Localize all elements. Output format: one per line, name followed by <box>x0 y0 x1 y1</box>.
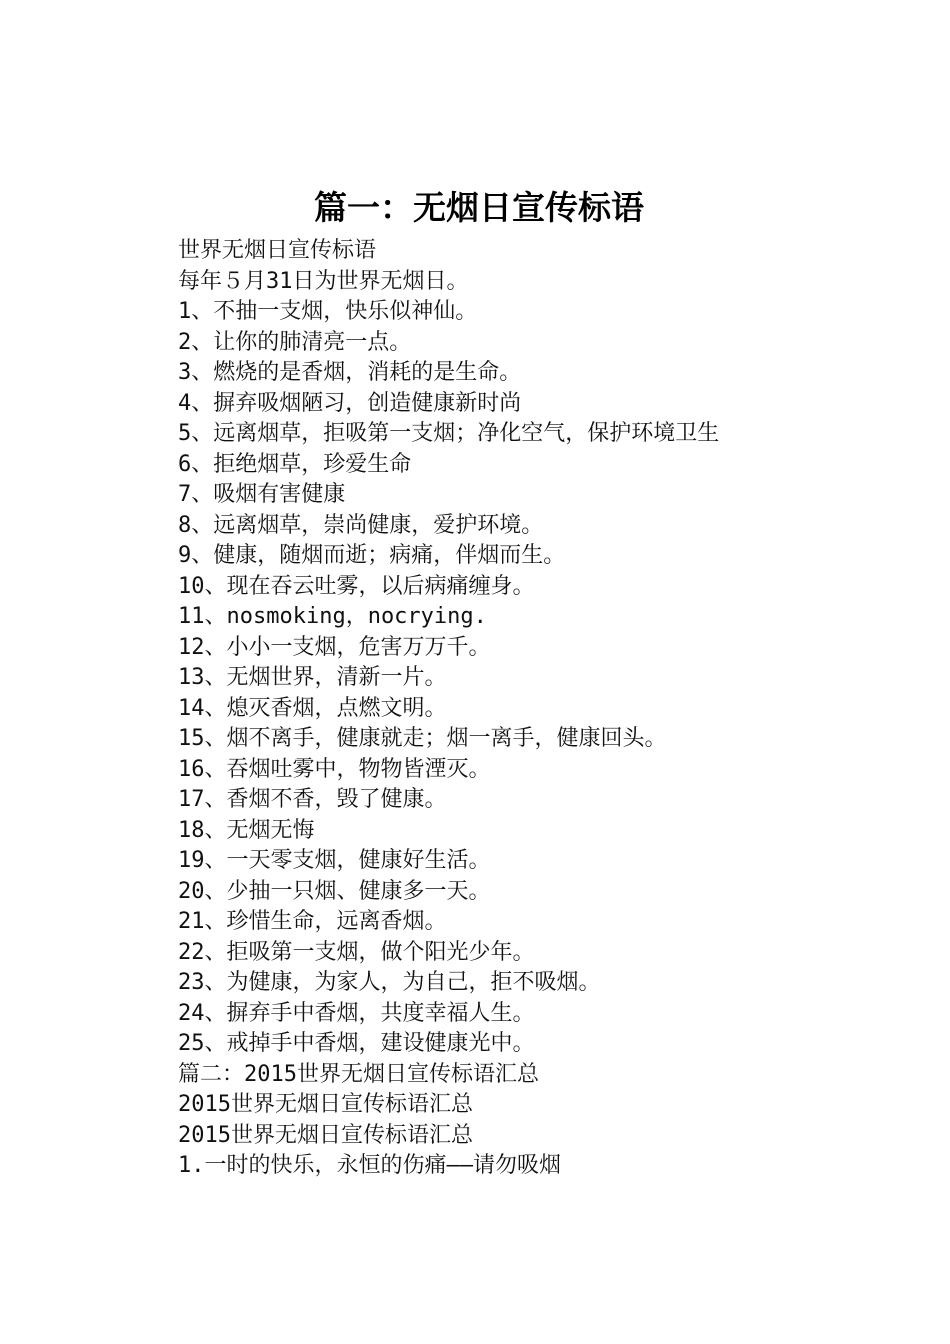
text-line: 8、远离烟草，崇尚健康，爱护环境。 <box>178 512 544 538</box>
text-line: 19、一天零支烟，健康好生活。 <box>178 848 491 873</box>
text-line: 13、无烟世界，清新一片。 <box>178 665 447 690</box>
text-line: 9、健康，随烟而逝；病痛，伴烟而生。 <box>178 543 566 568</box>
text-line: 世界无烟日宣传标语 <box>178 238 377 263</box>
text-line: 16、吞烟吐雾中，物物皆湮灭。 <box>178 756 491 782</box>
text-line: 1.一时的快乐，永恒的伤痛——请勿吸烟 <box>178 1153 561 1178</box>
text-line: 22、拒吸第一支烟，做个阳光少年。 <box>178 939 535 965</box>
text-line: 10、现在吞云吐雾，以后病痛缠身。 <box>178 573 535 599</box>
document-body <box>178 236 878 1182</box>
text-line: 23、为健康，为家人，为自己，拒不吸烟。 <box>178 970 601 995</box>
text-line: 11、nosmoking，nocrying. <box>178 604 487 629</box>
text-line: 17、香烟不香，毁了健康。 <box>178 787 447 812</box>
text-line: 24、摒弃手中香烟，共度幸福人生。 <box>178 1000 535 1026</box>
text-line: 篇二：2015世界无烟日宣传标语汇总 <box>178 1061 539 1087</box>
text-line: 1、不抽一支烟，快乐似神仙。 <box>178 299 478 324</box>
text-line: 20、少抽一只烟、健康多一天。 <box>178 878 491 904</box>
text-line: 25、戒掉手中香烟，建设健康光中。 <box>178 1031 535 1056</box>
text-line: 2015世界无烟日宣传标语汇总 <box>178 1092 473 1117</box>
text-line: 7、吸烟有害健康 <box>178 482 346 507</box>
text-line: 21、珍惜生命，远离香烟。 <box>178 909 447 934</box>
text-line: 12、小小一支烟，危害万万千。 <box>178 634 491 660</box>
text-line: 5、远离烟草，拒吸第一支烟；净化空气，保护环境卫生 <box>178 421 720 446</box>
text-line: 18、无烟无悔 <box>178 817 315 843</box>
text-line: 3、燃烧的是香烟，消耗的是生命。 <box>178 360 522 385</box>
text-line: 4、摒弃吸烟陋习，创造健康新时尚 <box>178 390 522 416</box>
text-line: 2015世界无烟日宣传标语汇总 <box>178 1122 473 1148</box>
text-line: 每年５月31日为世界无烟日。 <box>178 268 469 294</box>
text-line: 14、熄灭香烟，点燃文明。 <box>178 695 447 721</box>
text-line: 6、拒绝烟草，珍爱生命 <box>178 451 412 477</box>
text-line: 15、烟不离手，健康就走；烟一离手，健康回头。 <box>178 726 667 751</box>
text-line: 2、让你的肺清亮一点。 <box>178 329 412 355</box>
document-title: 篇一：无烟日宣传标语 <box>314 188 644 227</box>
